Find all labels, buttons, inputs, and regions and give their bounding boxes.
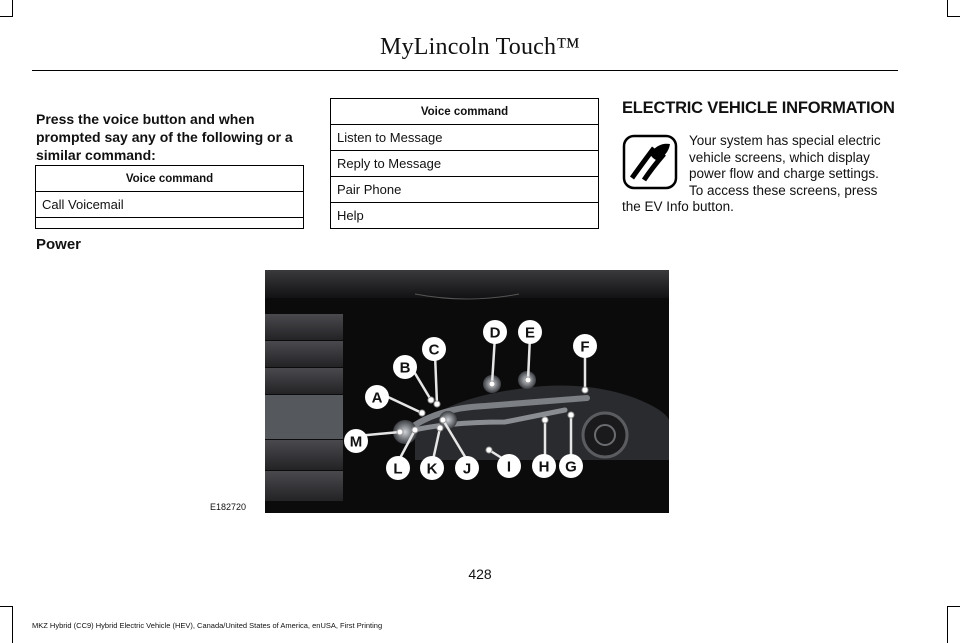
callout-label: M: [349, 433, 363, 451]
menu-tiles: [265, 314, 343, 501]
table-row: Pair Phone: [331, 177, 599, 203]
callout-d: [483, 320, 507, 344]
callout-i: [497, 454, 521, 478]
callout-h: [532, 454, 556, 478]
page-number: 428: [468, 566, 492, 582]
page-header-title: MyLincoln Touch™: [380, 34, 580, 60]
voice-command-table-right: [330, 98, 599, 229]
callout-l: [386, 456, 410, 480]
callout-a: [365, 385, 389, 409]
header-rule: [32, 70, 898, 71]
callout-label: F: [580, 338, 590, 356]
crop-mark: [947, 606, 960, 607]
callout-b: [393, 355, 417, 379]
callout-label: A: [371, 389, 383, 407]
table-row-empty: [36, 218, 304, 229]
crop-mark: [12, 0, 13, 16]
power-label: Power: [36, 236, 82, 253]
callout-j: [455, 456, 479, 480]
ev-paragraph-text: Your system has special electric vehicle screens, which display power flow and charge settings. To access these screens, press the EV Info button.: [622, 133, 881, 214]
table-header: Voice command: [331, 99, 599, 125]
callout-label: E: [524, 324, 536, 342]
table-header: Voice command: [36, 166, 304, 192]
power-flow-figure: [265, 270, 669, 513]
callout-label: J: [462, 460, 472, 478]
crop-mark: [947, 606, 948, 643]
table-row: Listen to Message: [331, 125, 599, 151]
callout-label: H: [538, 458, 550, 476]
ev-leaf-road-icon: [622, 134, 678, 190]
crop-mark: [0, 606, 13, 607]
figure-code: E182720: [210, 502, 247, 512]
crop-mark: [12, 606, 13, 643]
table-row: Reply to Message: [331, 151, 599, 177]
callout-label: C: [428, 341, 440, 359]
callout-e: [518, 320, 542, 344]
voice-command-table-left: [35, 165, 304, 229]
callout-c: [422, 337, 446, 361]
footer-text: MKZ Hybrid (CC9) Hybrid Electric Vehicle (HEV), Canada/United States of America, enUSA, First Printing: [32, 621, 383, 630]
callout-k: [420, 456, 444, 480]
callout-g: [559, 454, 583, 478]
callout-f: [573, 334, 597, 358]
callout-label: I: [506, 458, 512, 476]
intro-paragraph: Press the voice button and when prompted say any of the following or a similar command:: [36, 111, 293, 163]
section-heading: ELECTRIC VEHICLE INFORMATION: [622, 99, 895, 117]
callout-label: D: [489, 324, 501, 342]
table-row: Call Voicemail: [36, 192, 304, 218]
crop-mark: [0, 16, 13, 17]
callout-label: B: [399, 359, 411, 377]
callout-label: K: [426, 460, 438, 478]
crop-mark: [947, 16, 960, 17]
callout-m: [344, 429, 368, 453]
callout-label: L: [393, 460, 403, 478]
table-row: Help: [331, 203, 599, 229]
crop-mark: [947, 0, 948, 16]
callout-label: G: [565, 458, 577, 476]
